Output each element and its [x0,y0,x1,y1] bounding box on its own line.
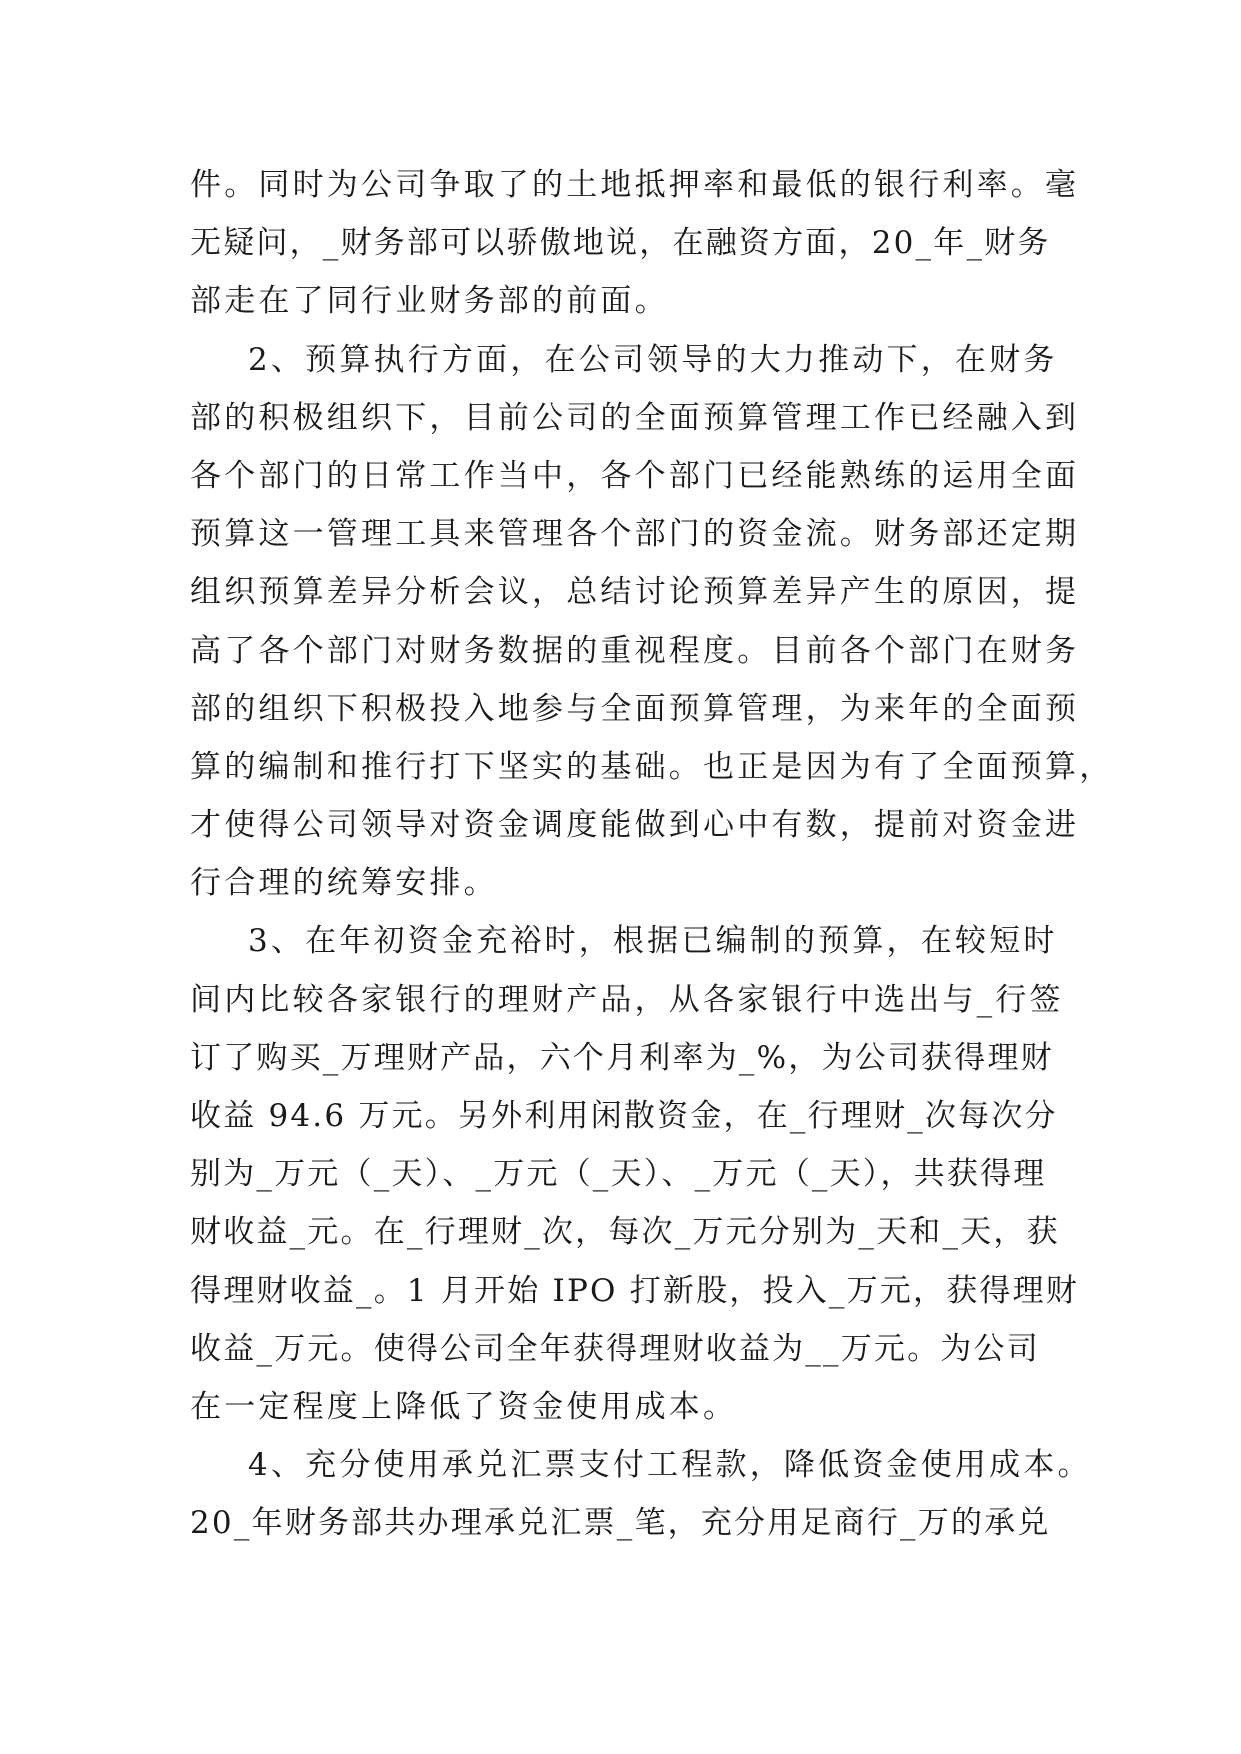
text-line: 收益 94.6 万元。另外利用闲散资金，在_行理财_次每次分 [190,1098,1058,1134]
text-line: 行合理的统筹安排。 [190,865,498,902]
text-line: 组织预算差异分析会议，总结讨论预算差异产生的原因，提 [190,574,1080,611]
text-line: 预算这一管理工具来管理各个部门的资金流。财务部还定期 [190,516,1080,553]
text-line: 才使得公司领导对资金调度能做到心中有数，提前对资金进 [190,807,1080,844]
text-line: 各个部门的日常工作当中，各个部门已经能熟练的运用全面 [190,457,1080,494]
text-line: 高了各个部门对财务数据的重视程度。目前各个部门在财务 [190,632,1080,669]
text-line: 算的编制和推行打下坚实的基础。也正是因为有了全面预算， [190,748,1114,785]
text-line: 部的组织下积极投入地参与全面预算管理，为来年的全面预 [190,690,1080,727]
text-line: 20_年财务部共办理承兑汇票_笔，充分用足商行_万的承兑 [190,1505,1051,1542]
text-line: 收益_万元。使得公司全年获得理财收益为__万元。为公司 [190,1330,1040,1367]
body-text [190,156,1114,1553]
text-line: 订了购买_万理财产品，六个月利率为_%，为公司获得理财 [190,1039,1054,1076]
text-line: 件。同时为公司争取了的土地抵押率和最低的银行利率。毫 [190,167,1080,203]
text-line: 无疑问，_财务部可以骄傲地说，在融资方面，20_年_财务 [190,225,1051,262]
text-line: 间内比较各家银行的理财产品，从各家银行中选出与_行签 [190,981,1064,1018]
text-line: 财收益_元。在_行理财_次，每次_万元分别为_天和_天，获 [190,1214,1060,1251]
text-line: 在一定程度上降低了资金使用成本。 [190,1388,738,1425]
text-line: 别为_万元（_天）、_万元（_天）、_万元（_天），共获得理 [190,1156,1047,1193]
paragraph-3-start: 3、在年初资金充裕时，根据已编制的预算，在较短时 [248,923,1058,960]
text-line: 得理财收益_。1 月开始 IPO 打新股，投入_万元，获得理财 [190,1272,1080,1309]
paragraph-2-start: 2、预算执行方面，在公司领导的大力推动下，在财务 [248,341,1058,378]
paragraph-4-start: 4、充分使用承兑汇票支付工程款，降低资金使用成本。 [248,1447,1092,1484]
text-line: 部的积极组织下，目前公司的全面预算管理工作已经融入到 [190,399,1080,436]
text-line: 部走在了同行业财务部的前面。 [190,283,669,320]
